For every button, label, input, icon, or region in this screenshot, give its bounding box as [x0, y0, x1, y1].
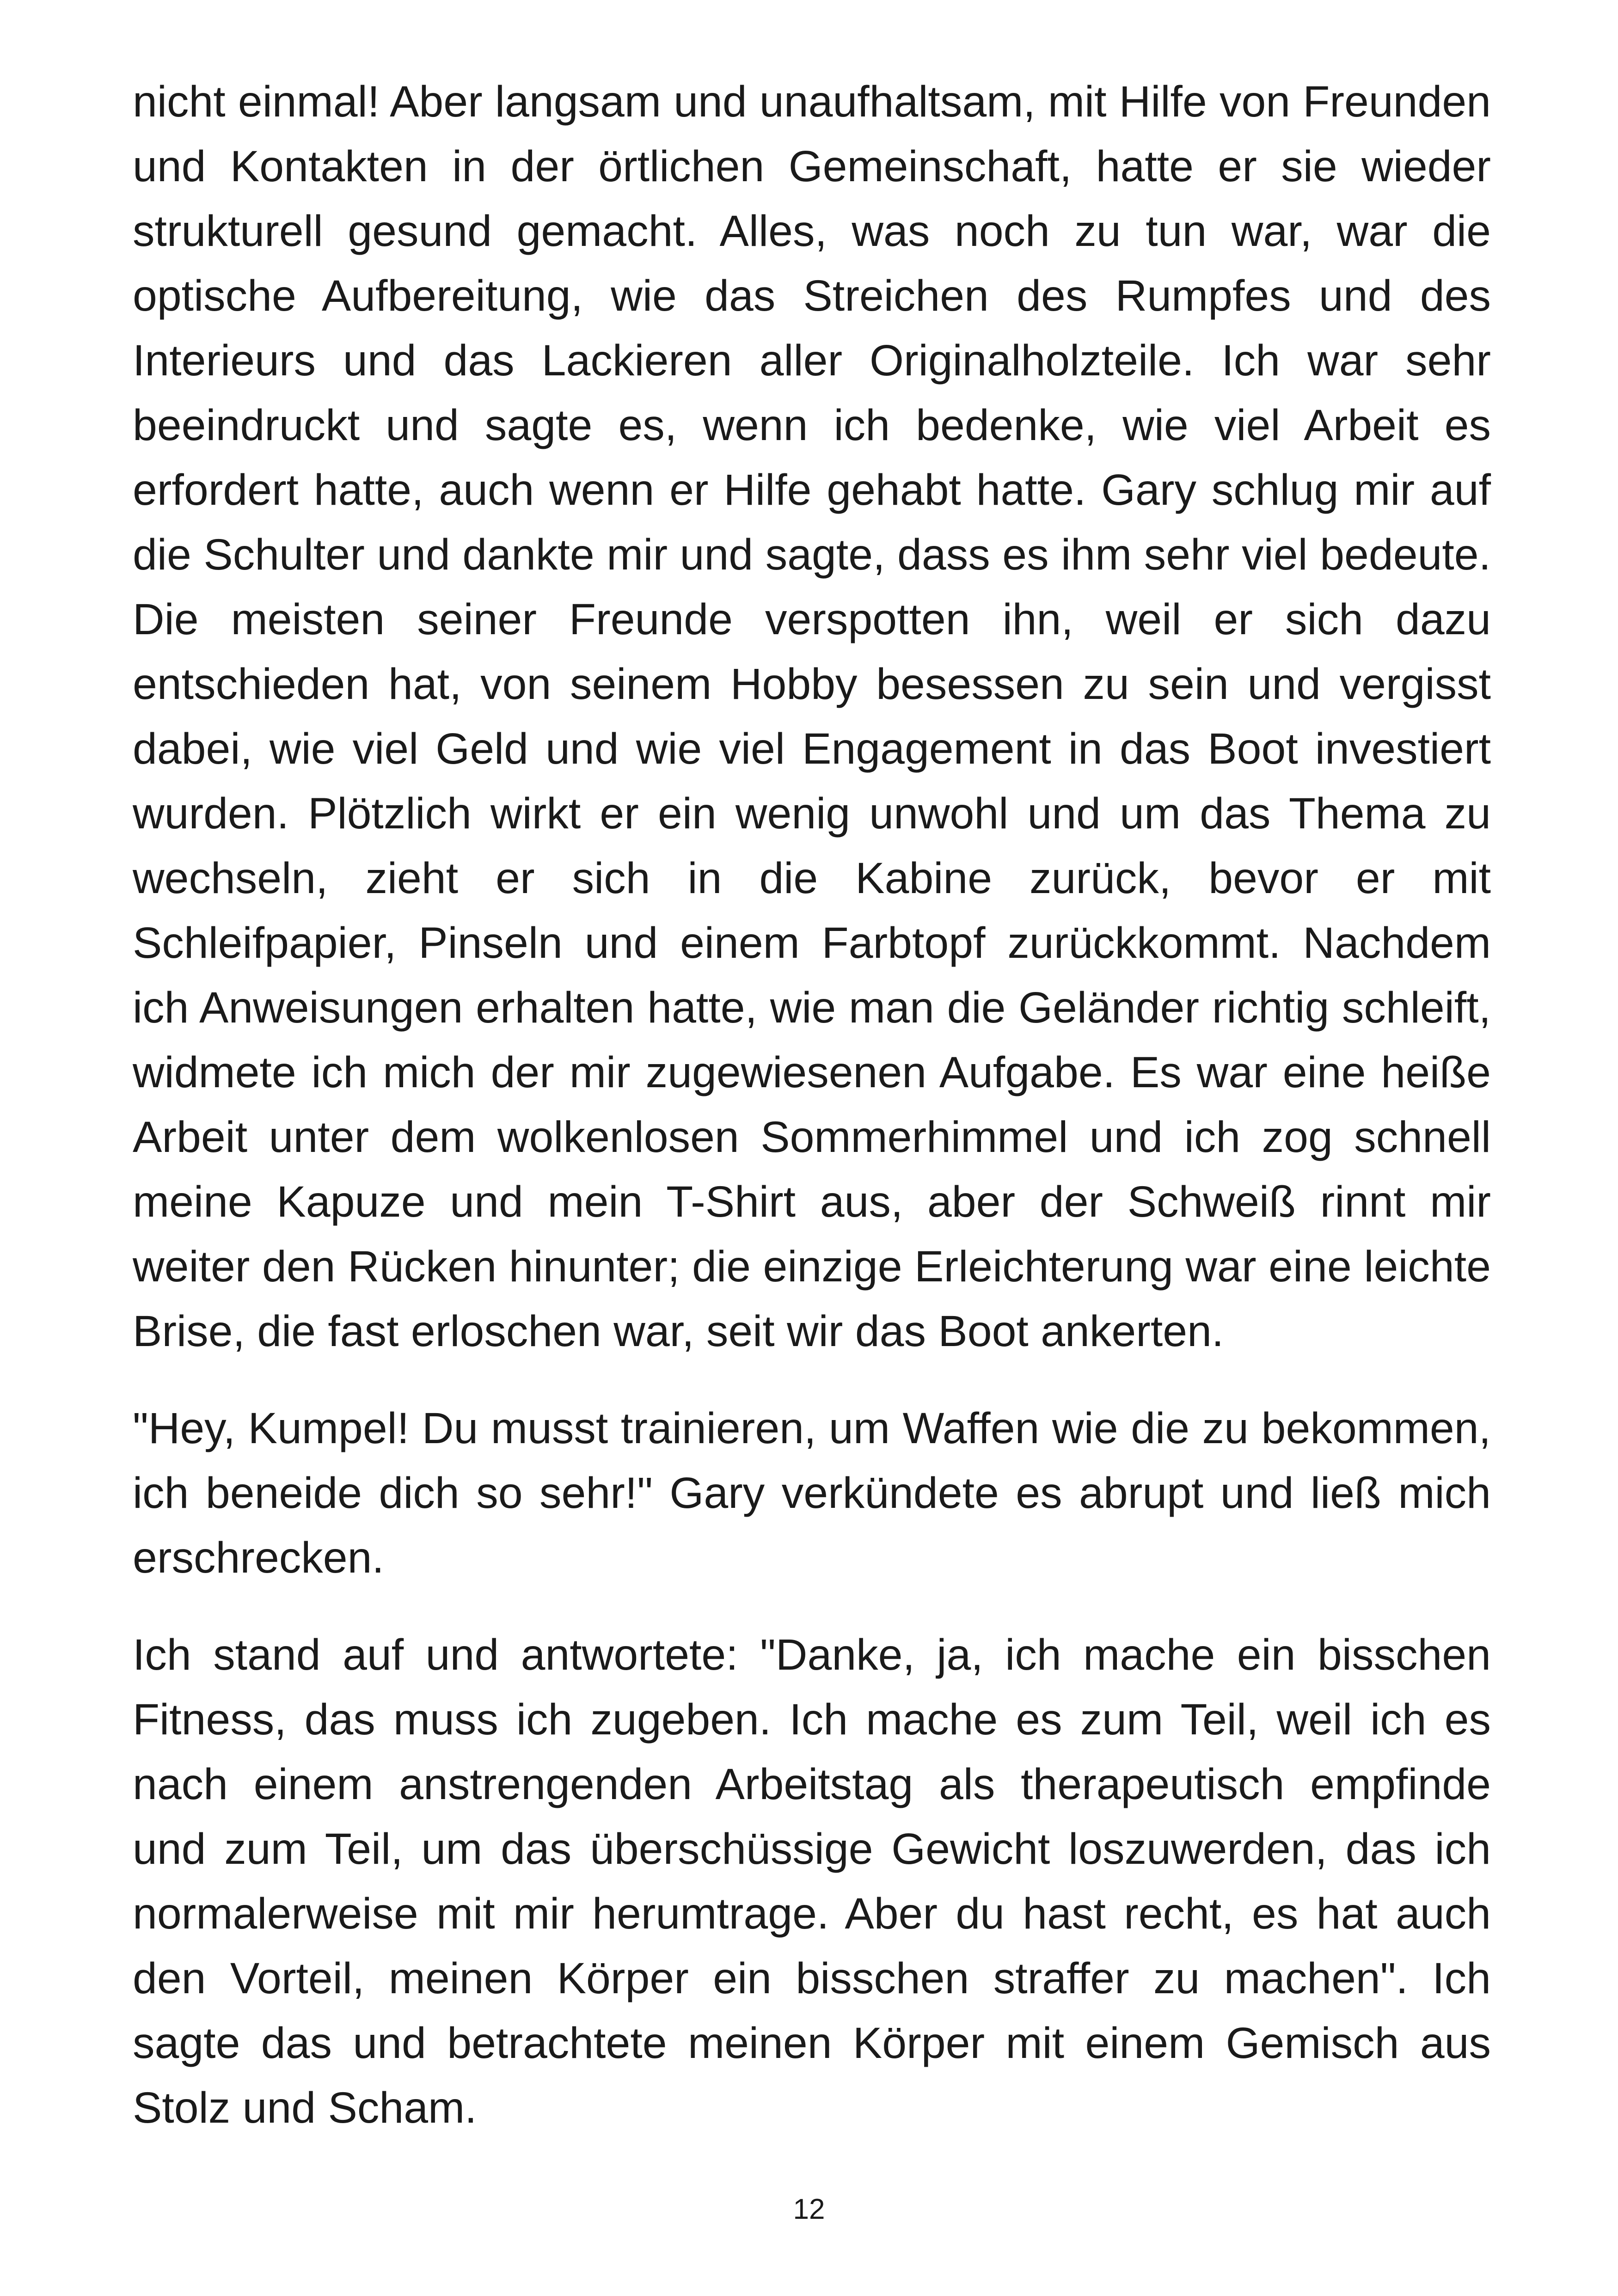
paragraph-3: Ich stand auf und antwortete: "Danke, ja, ich mache ein bisschen Fitness, das muss ich zugeben. Ich mache es zum Teil, weil ich es nach einem anstrengenden Arbeitstag als therapeutisch empfinde und zum Teil, um das überschüssige Gewicht loszuwerden, das ich normalerweise mit mir herumtrage. Aber du hast recht, es hat auch den Vorteil, meinen Körper ein bisschen straffer zu machen". Ich sagte das und betrachtete meinen Körper mit einem Gemisch aus Stolz und Scham.: [133, 1630, 1491, 2132]
paragraph-1: nicht einmal! Aber langsam und unaufhaltsam, mit Hilfe von Freunden und Kontakten in der örtlichen Gemeinschaft, hatte er sie wieder strukturell gesund gemacht. Alles, was noch zu tun war, war die optische Aufbereitung, wie das Streichen des Rumpfes und des Interieurs und das Lackieren aller Originalholzteile. Ich war sehr beeindruckt und sagte es, wenn ich bedenke, wie viel Arbeit es erfordert hatte, auch wenn er Hilfe gehabt hatte. Gary schlug mir auf die Schulter und dankte mir und sagte, dass es ihm sehr viel bedeute. Die meisten seiner Freunde verspotten ihn, weil er sich dazu entschieden hat, von seinem Hobby besessen zu sein und vergisst dabei, wie viel Geld und wie viel Engagement in das Boot investiert wurden. Plötzlich wirkt er ein wenig unwohl und um das Thema zu wechseln, zieht er sich in die Kabine zurück, bevor er mit Schleifpapier, Pinseln und einem Farbtopf zurückkommt. Nachdem ich Anweisungen erhalten hatte, wie man die Geländer richtig schleift, widmete ich mich der mir zugewiesenen Aufgabe. Es war eine heiße Arbeit unter dem wolkenlosen Sommerhimmel und ich zog schnell meine Kapuze und mein T-Shirt aus, aber der Schweiß rinnt mir weiter den Rücken hinunter; die einzige Erleichterung war eine leichte Brise, die fast erloschen war, seit wir das Boot ankerten.: [133, 77, 1491, 1356]
page-number: 12: [793, 2193, 825, 2225]
paragraph-2: "Hey, Kumpel! Du musst trainieren, um Waffen wie die zu bekommen, ich beneide dich so sehr!" Gary verkündete es abrupt und ließ mich erschrecken.: [133, 1404, 1491, 1582]
body-text: [133, 69, 1491, 2173]
